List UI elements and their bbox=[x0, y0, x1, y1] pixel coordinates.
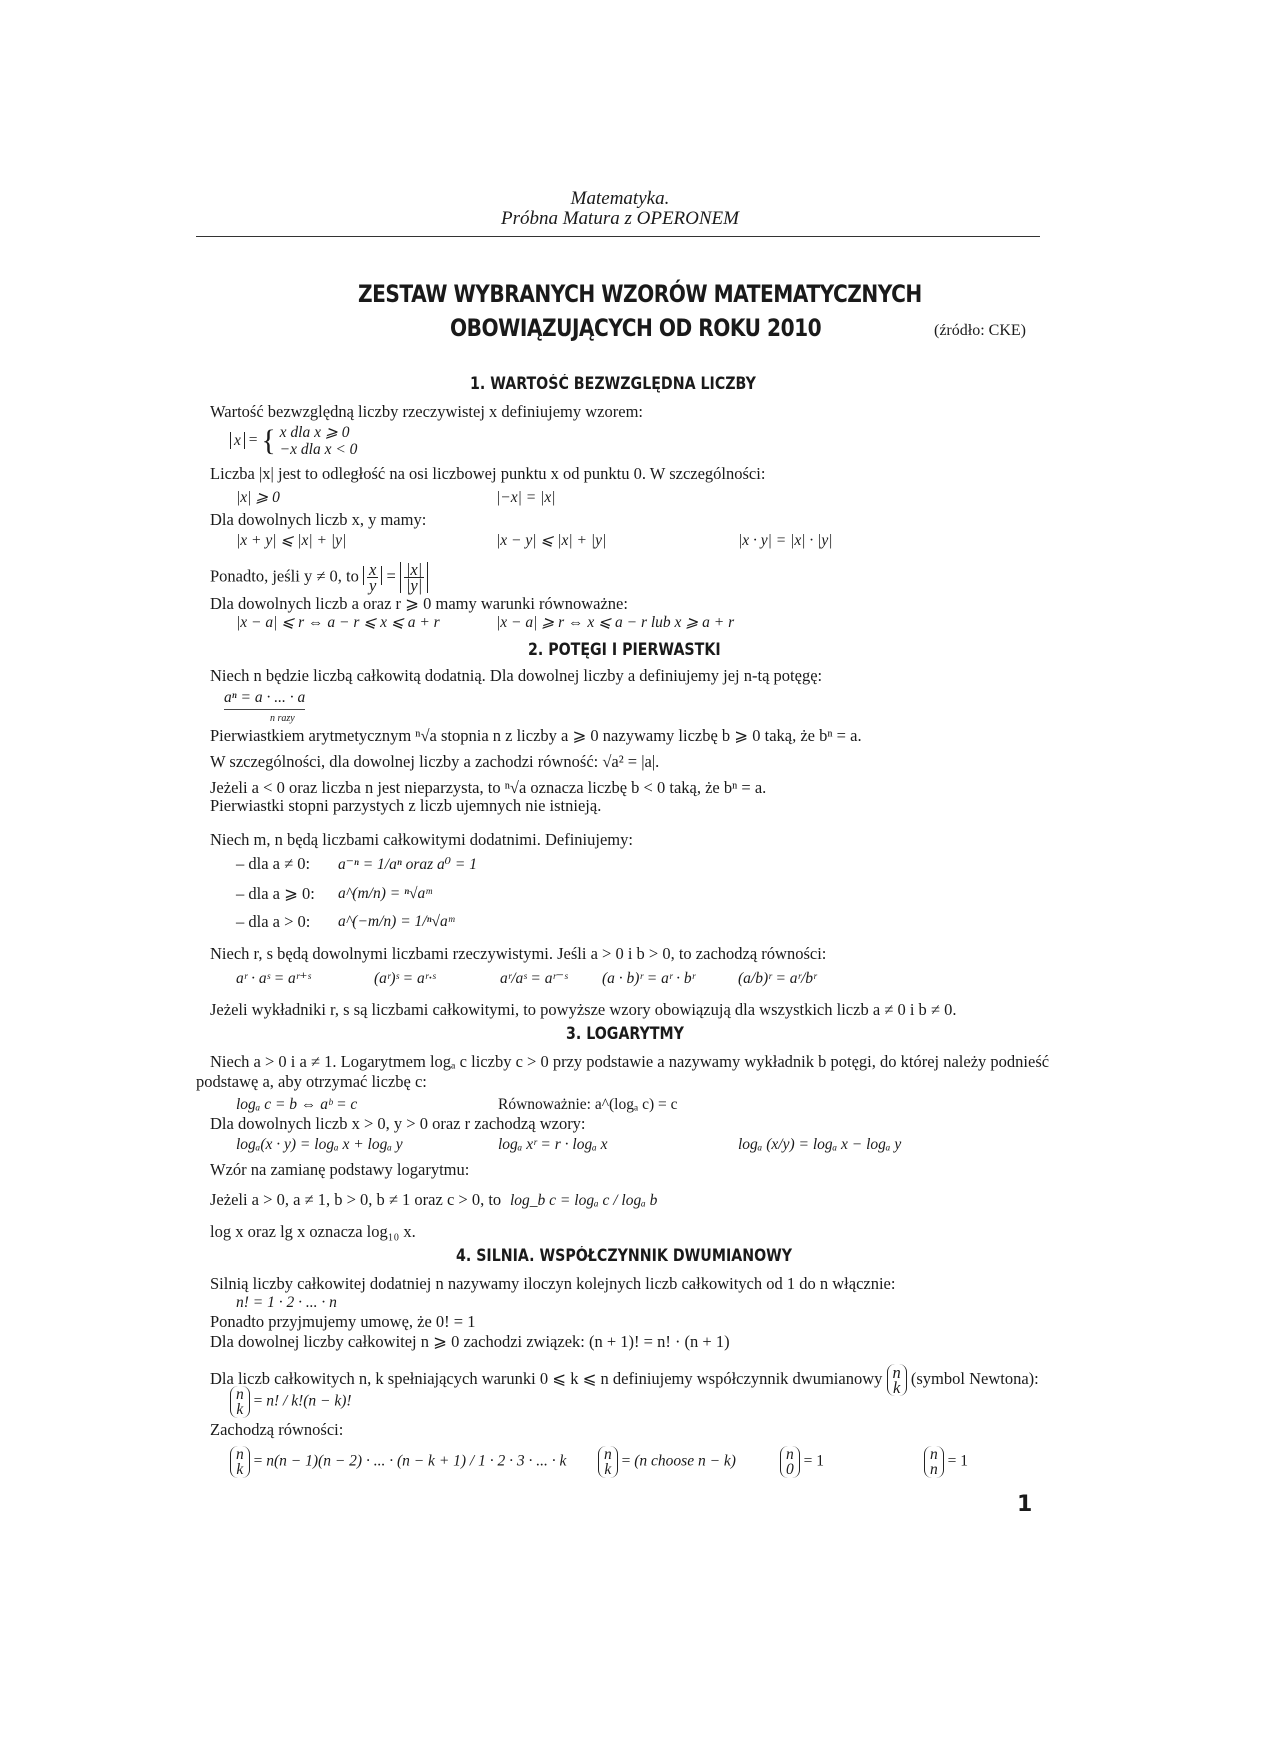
s2-mn: Niech m, n będą liczbami całkowitymi dodatnimi. Definiujemy: bbox=[210, 830, 633, 849]
title-source: (źródło: CKE) bbox=[934, 322, 1026, 339]
s1-ponadto-text: Ponadto, jeśli y ≠ 0, to bbox=[210, 566, 359, 586]
section-heading-4: 4. SILNIA. WSPÓŁCZYNNIK DWUMIANOWY bbox=[456, 1246, 793, 1265]
s2-eq1: aʳ · aˢ = aʳ⁺ˢ bbox=[236, 970, 311, 987]
section-heading-2: 2. POTĘGI I PIERWASTKI bbox=[528, 640, 721, 659]
s2-special: W szczególności, dla dowolnej liczby a zachodzi równość: √a² = |a|. bbox=[210, 752, 660, 771]
s2-d3-formula: a^(−m/n) = 1/ⁿ√aᵐ bbox=[338, 913, 455, 930]
s3-notation: log x oraz lg x oznacza log₁₀ x. bbox=[210, 1222, 416, 1241]
s4-eq: Zachodzą równości: bbox=[210, 1420, 344, 1439]
s4-binom: Dla liczb całkowitych n, k spełniających warunki 0 ⩽ k ⩽ n definiujemy współczynnik dwumianowy n k (symbol Newtona): bbox=[210, 1363, 1039, 1397]
s1-intro: Wartość bezwzględną liczby rzeczywistej x definiujemy wzorem: bbox=[210, 402, 643, 421]
s4-binom-def-formula: n! / k!(n − k)! bbox=[266, 1392, 352, 1410]
s1-def-row2: −x dla x < 0 bbox=[279, 441, 358, 458]
s1-definition: x = { x dla x ⩾ 0 −x dla x < 0 bbox=[230, 424, 357, 458]
s2-root: Pierwiastkiem arytmetycznym ⁿ√a stopnia n z liczby a ⩾ 0 nazywamy liczbę b ⩾ 0 taką, że bⁿ = a. bbox=[210, 726, 862, 745]
s3-l1: logₐ(x · y) = logₐ x + logₐ y bbox=[236, 1136, 403, 1153]
s3-def: logₐ c = b ⇔ aᵇ = c bbox=[236, 1096, 358, 1113]
s2-eq2: (aʳ)ˢ = aʳ·ˢ bbox=[374, 970, 436, 987]
header-subtitle: Próbna Matura z OPERONEM bbox=[500, 208, 739, 229]
s2-power-note: n razy bbox=[270, 713, 295, 724]
s4-binom-text: Dla liczb całkowitych n, k spełniających warunki 0 ⩽ k ⩽ n definiujemy współczynnik dwumianowy bbox=[210, 1368, 883, 1388]
s3-intro2: podstawę a, aby otrzymać liczbę c: bbox=[196, 1072, 427, 1091]
s4-b1-formula: n(n − 1)(n − 2) · ... · (n − k + 1) / 1 · 2 · 3 · ... · k bbox=[266, 1452, 567, 1470]
s4-b2-formula: (n choose n − k) bbox=[634, 1452, 736, 1470]
s2-d3-label: – dla a > 0: bbox=[236, 912, 311, 931]
s2-whole: Jeżeli wykładniki r, s są liczbami całkowitymi, to powyższe wzory obowiązują dla wszystkich liczb a ≠ 0 i b ≠ 0. bbox=[210, 1000, 957, 1019]
s1-formula-f: |x − a| ⩽ r ⇔ a − r ⩽ x ⩽ a + r bbox=[236, 614, 440, 631]
s3-change-result: log_b c = logₐ c / logₐ b bbox=[510, 1192, 658, 1209]
s2-odd: Jeżeli a < 0 oraz liczba n jest nieparzysta, to ⁿ√a oznacza liczbę b < 0 taką, że bⁿ = a. bbox=[210, 778, 767, 797]
s4-b1: n k = n(n − 1)(n − 2) · ... · (n − k + 1) / 1 · 2 · 3 · ... · k bbox=[230, 1446, 566, 1478]
s3-intro1: Niech a > 0 i a ≠ 1. Logarytmem logₐ c liczby c > 0 przy podstawie a nazywamy wykładnik b potęgi, do której należy podnieść bbox=[210, 1052, 1050, 1071]
s3-change: Wzór na zamianę podstawy logarytmu: bbox=[210, 1160, 470, 1179]
s1-ponadto: Ponadto, jeśli y ≠ 0, to $\frac{x}{y}$ = $\frac{|x|}{|y|}$ bbox=[210, 562, 428, 593]
s4-b3-formula: = 1 bbox=[803, 1452, 824, 1470]
s2-even: Pierwiastki stopni parzystych z liczb ujemnych nie istnieją. bbox=[210, 796, 602, 815]
s1-distance: Liczba |x| jest to odległość na osi liczbowej punktu x od punktu 0. W szczególności: bbox=[210, 464, 766, 483]
s2-d1-label: – dla a ≠ 0: bbox=[236, 854, 311, 873]
s4-b3: n 0 = 1 bbox=[780, 1446, 824, 1478]
s4-binom-def: n k = n! / k!(n − k)! bbox=[230, 1386, 352, 1418]
s4-newton: (symbol Newtona): bbox=[910, 1368, 1039, 1388]
title-line1: ZESTAW WYBRANYCH WZORÓW MATEMATYCZNYCH bbox=[358, 280, 922, 308]
s1-formula-g: |x − a| ⩾ r ⇔ x ⩽ a − r lub x ⩾ a + r bbox=[496, 614, 735, 631]
s2-eq5: (a/b)ʳ = aʳ/bʳ bbox=[738, 970, 817, 987]
s4-zero: Ponadto przyjmujemy umowę, że 0! = 1 bbox=[210, 1312, 476, 1331]
s2-power: aⁿ = a · ... · a bbox=[224, 689, 305, 710]
s1-formula-b: |−x| = |x| bbox=[496, 489, 556, 506]
s1-formula-e: |x · y| = |x| · |y| bbox=[738, 532, 833, 549]
s1-any: Dla dowolnych liczb x, y mamy: bbox=[210, 510, 427, 529]
s3-l3: logₐ (x/y) = logₐ x − logₐ y bbox=[738, 1136, 902, 1153]
s3-l2: logₐ xʳ = r · logₐ x bbox=[498, 1136, 608, 1153]
s1-conditions: Dla dowolnych liczb a oraz r ⩾ 0 mamy warunki równoważne: bbox=[210, 594, 628, 613]
header-subject: Matematyka. bbox=[570, 188, 670, 209]
s2-intro: Niech n będzie liczbą całkowitą dodatnią. Dla dowolnej liczby a definiujemy jej n-tą potęgę: bbox=[210, 666, 823, 685]
s1-formula-c: |x + y| ⩽ |x| + |y| bbox=[236, 532, 347, 549]
s3-change-formula: Jeżeli a > 0, a ≠ 1, b > 0, b ≠ 1 oraz c > 0, to bbox=[210, 1190, 502, 1209]
s4-intro: Silnią liczby całkowitej dodatniej n nazywamy iloczyn kolejnych liczb całkowitych od 1 do n włącznie: bbox=[210, 1274, 896, 1293]
s3-equiv: Równoważnie: a^(logₐ c) = c bbox=[498, 1096, 678, 1113]
page-number: 1 bbox=[1017, 1492, 1033, 1517]
section-heading-1: 1. WARTOŚĆ BEZWZGLĘDNA LICZBY bbox=[470, 374, 756, 393]
title-line2: OBOWIĄZUJĄCYCH OD ROKU 2010 bbox=[450, 314, 822, 342]
s2-eq3: aʳ/aˢ = aʳ⁻ˢ bbox=[500, 970, 568, 987]
s1-def-row1: x dla x ⩾ 0 bbox=[279, 424, 350, 441]
s4-factorial: n! = 1 · 2 · ... · n bbox=[236, 1294, 337, 1311]
s2-d1-formula: a⁻ⁿ = 1/aⁿ oraz a⁰ = 1 bbox=[338, 856, 477, 873]
header-rule bbox=[196, 236, 1040, 237]
s2-d2-formula: a^(m/n) = ⁿ√aᵐ bbox=[338, 885, 432, 902]
section-heading-3: 3. LOGARYTMY bbox=[566, 1024, 684, 1043]
s1-formula-d: |x − y| ⩽ |x| + |y| bbox=[496, 532, 607, 549]
s4-recursion: Dla dowolnej liczby całkowitej n ⩾ 0 zachodzi związek: (n + 1)! = n! · (n + 1) bbox=[210, 1332, 730, 1351]
s3-any: Dla dowolnych liczb x > 0, y > 0 oraz r zachodzą wzory: bbox=[210, 1114, 586, 1133]
s1-formula-a: |x| ⩾ 0 bbox=[236, 489, 280, 506]
s2-eq4: (a · b)ʳ = aʳ · bʳ bbox=[602, 970, 696, 987]
s4-b4-formula: = 1 bbox=[947, 1452, 968, 1470]
s2-d2-label: – dla a ⩾ 0: bbox=[236, 884, 315, 903]
s4-b2: n k = (n choose n − k) bbox=[598, 1446, 736, 1478]
s4-b4: n n = 1 bbox=[924, 1446, 968, 1478]
s2-rs: Niech r, s będą dowolnymi liczbami rzeczywistymi. Jeśli a > 0 i b > 0, to zachodzą równości: bbox=[210, 944, 827, 963]
